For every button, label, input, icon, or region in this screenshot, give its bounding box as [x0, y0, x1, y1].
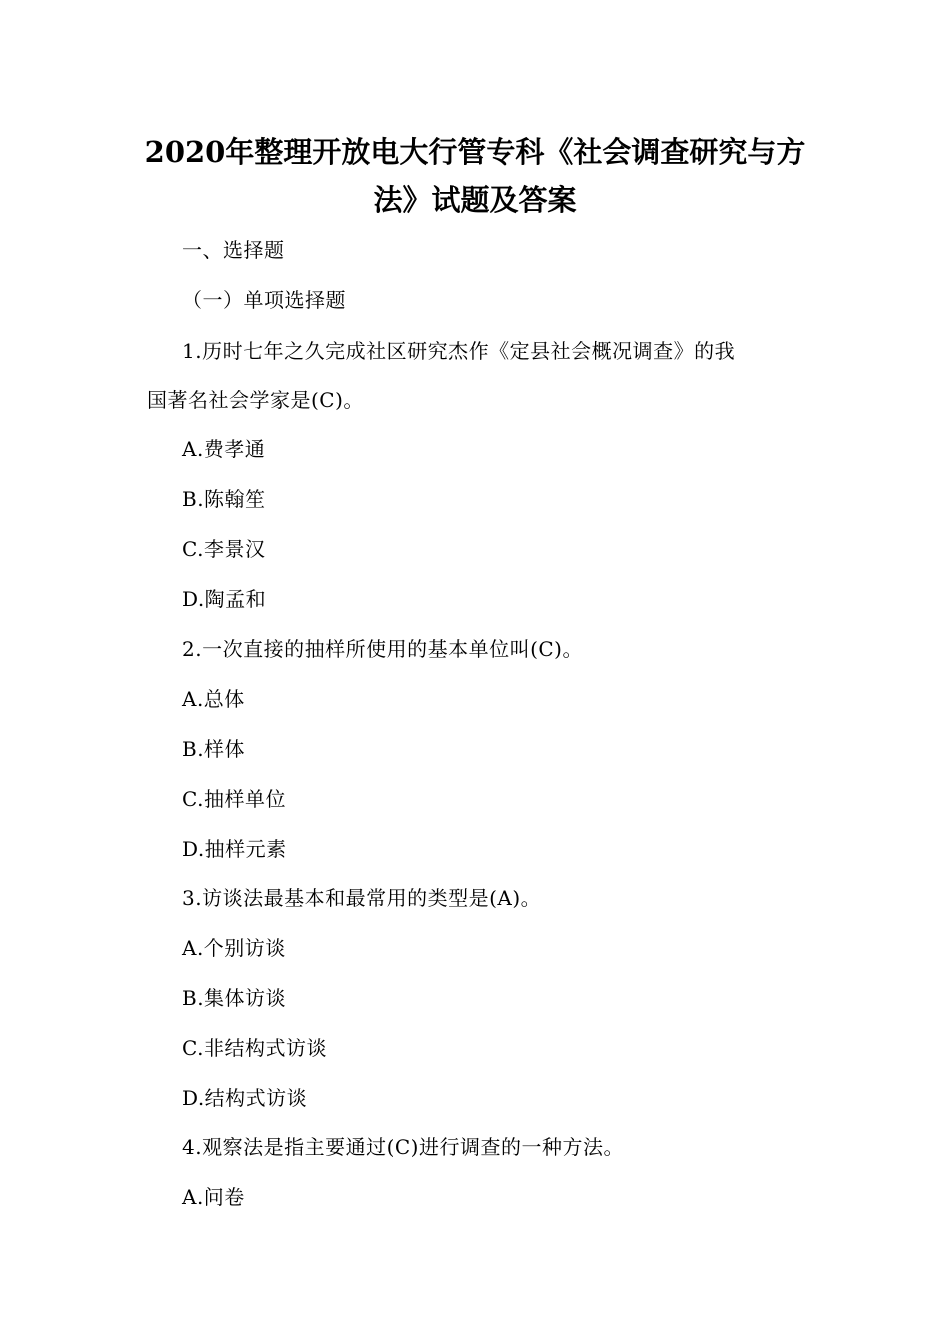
question-2-option-a: A.总体: [182, 687, 245, 711]
document-title-line-1: 2020年整理开放电大行管专科《社会调查研究与方: [144, 135, 806, 169]
question-3-option-c: C.非结构式访谈: [182, 1036, 327, 1060]
question-3-stem: 3.访谈法最基本和最常用的类型是(A)。: [182, 886, 542, 910]
question-2-stem: 2.一次直接的抽样所使用的基本单位叫(C)。: [182, 637, 583, 661]
document-title-line-2: 法》试题及答案: [373, 183, 577, 217]
question-1-option-a: A.费孝通: [182, 437, 266, 461]
question-1-option-b: B.陈翰笙: [182, 487, 266, 511]
question-3-option-a: A.个别访谈: [182, 936, 286, 960]
subsection-heading: （一）单项选择题: [182, 288, 346, 312]
question-3-option-b: B.集体访谈: [182, 986, 287, 1010]
question-3-option-d: D.结构式访谈: [182, 1086, 308, 1110]
question-2-option-b: B.样体: [182, 737, 246, 761]
question-4-option-a: A.问卷: [182, 1185, 245, 1209]
question-2-option-c: C.抽样单位: [182, 787, 286, 811]
question-4-stem: 4.观察法是指主要通过(C)进行调查的一种方法。: [182, 1135, 624, 1159]
question-1-option-c: C.李景汉: [182, 537, 266, 561]
question-2-option-d: D.抽样元素: [182, 837, 287, 861]
question-1-stem-line-1: 1.历时七年之久完成社区研究杰作《定县社会概况调查》的我: [182, 339, 736, 363]
question-1-stem-line-2: 国著名社会学家是(C)。: [147, 388, 364, 412]
section-heading: 一、选择题: [182, 238, 285, 262]
question-1-option-d: D.陶孟和: [182, 587, 267, 611]
